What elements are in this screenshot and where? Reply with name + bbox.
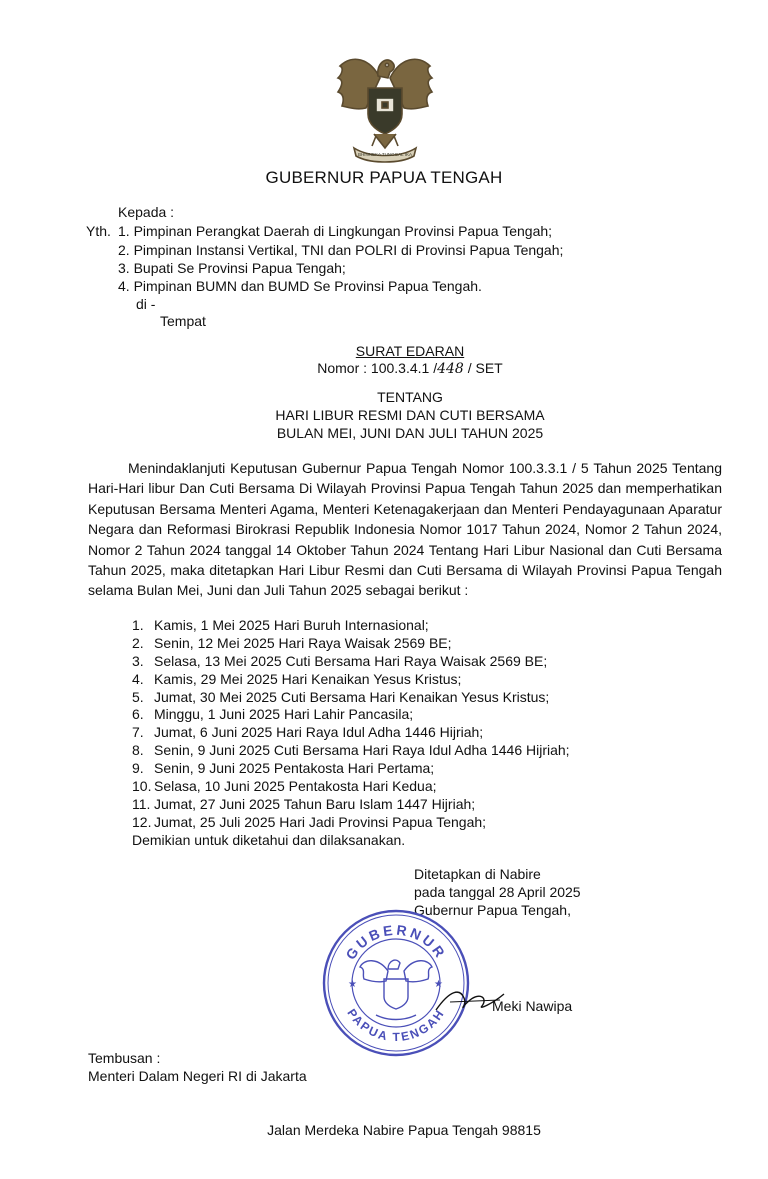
letter-number <box>0 360 768 377</box>
list-item: 12. Jumat, 25 Juli 2025 Hari Jadi Provinsi Papua Tengah; <box>132 813 487 830</box>
signature-position: Gubernur Papua Tengah, <box>414 902 571 918</box>
list-item: 10. Selasa, 10 Juni 2025 Pentakosta Hari Kedua; <box>132 778 437 795</box>
about-label: TENTANG <box>377 389 443 405</box>
list-item: 3. Selasa, 13 Mei 2025 Cuti Bersama Hari Raya Waisak 2569 BE; <box>132 652 548 669</box>
footer-address: Jalan Merdeka Nabire Papua Tengah 98815 <box>267 1122 541 1138</box>
svg-text:BHINNEKA TUNGGAL IKA: BHINNEKA TUNGGAL IKA <box>357 152 413 157</box>
letter-type: SURAT EDARAN <box>355 343 465 359</box>
tempat-label: Tempat <box>160 313 206 329</box>
number-prefix: Nomor : 100.3.4.1 / <box>317 360 438 376</box>
kepada-label: Kepada : <box>118 204 175 220</box>
stamp-star-icon: ★ <box>434 979 443 990</box>
stamp-garuda-icon <box>360 960 432 1019</box>
list-item: 8. Senin, 9 Juni 2025 Cuti Bersama Hari Raya Idul Adha 1446 Hijriah; <box>132 742 570 759</box>
stamp-top-text: GUBERNUR <box>342 921 450 963</box>
holiday-list <box>132 617 570 850</box>
list-item: 4. Kamis, 29 Mei 2025 Hari Kenaikan Yesus Kristus; <box>132 670 462 687</box>
svg-text:GUBERNUR <box>342 922 449 963</box>
list-item: 2. Senin, 12 Mei 2025 Hari Raya Waisak 2569 BE; <box>132 634 452 651</box>
copy-recipient: Menteri Dalam Negeri RI di Jakarta <box>88 1068 307 1084</box>
yth-label: Yth. <box>86 223 111 239</box>
subject-line-1: HARI LIBUR RESMI DAN CUTI BERSAMA <box>275 407 545 423</box>
copy-label: Tembusan : <box>88 1050 161 1066</box>
addressee-item: 4. Pimpinan BUMN dan BUMD Se Provinsi Papua Tengah. <box>118 278 482 294</box>
closing-text: Demikian untuk diketahui dan dilaksanakan. <box>132 831 406 848</box>
subject-line-2: BULAN MEI, JUNI DAN JULI TAHUN 2025 <box>276 425 544 441</box>
signature-date: pada tanggal 28 April 2025 <box>414 884 581 900</box>
body-paragraph <box>88 458 722 601</box>
di-label: di - <box>136 296 156 312</box>
signatory-name: Meki Nawipa <box>492 998 573 1014</box>
signature-place: Ditetapkan di Nabire <box>414 866 541 882</box>
stamp-bottom-text: PAPUA TENGAH <box>344 1006 448 1045</box>
number-suffix: / SET <box>467 360 503 376</box>
number-handwritten: 448 <box>437 361 464 377</box>
list-item: 1. Kamis, 1 Mei 2025 Hari Buruh Internasional; <box>132 617 429 633</box>
list-item: 9. Senin, 9 Juni 2025 Pentakosta Hari Pertama; <box>132 760 435 777</box>
addressee-item: 3. Bupati Se Provinsi Papua Tengah; <box>118 260 346 276</box>
list-item: 5. Jumat, 30 Mei 2025 Cuti Bersama Hari Kenaikan Yesus Kristus; <box>132 688 550 705</box>
body-paragraph-text: Menindaklanjuti Keputusan Gubernur Papua Tengah Nomor 100.3.3.1 / 5 Tahun 2025 Tentang Hari-Hari libur Dan Cuti Bersama Di Wilayah Provinsi Papua Tengah Tahun 2025 dan memperhatikan Keputusan Bersama Menteri Agama, Menteri Ketenagakerjaan dan Menteri Pendayagunaan Aparatur Negara dan Reformasi Birokrasi Republik Indonesia Nomor 1017 Tahun 2024, Nomor 2 Tahun 2024, Nomor 2 Tahun 2024 tanggal 14 Oktober Tahun 2024 Tentang Hari Libur Nasional dan Cuti Bersama Tahun 2025, maka ditetapkan Hari Libur Resmi dan Cuti Bersama di Wilayah Provinsi Papua Tengah selama Bulan Mei, Juni dan Juli Tahun 2025 sebagai berikut : <box>88 460 722 599</box>
list-item: 7. Jumat, 6 Juni 2025 Hari Raya Idul Adha 1446 Hijriah; <box>132 724 484 741</box>
addressee-item: 2. Pimpinan Instansi Vertikal, TNI dan POLRI di Provinsi Papua Tengah; <box>118 242 564 258</box>
list-item: 11. Jumat, 27 Juni 2025 Tahun Baru Islam 1447 Hijriah; <box>132 795 476 812</box>
garuda-emblem-icon <box>330 48 440 166</box>
page-title: GUBERNUR PAPUA TENGAH <box>265 168 503 187</box>
list-item: 6. Minggu, 1 Juni 2025 Hari Lahir Pancasila; <box>132 706 414 723</box>
addressee-item: 1. Pimpinan Perangkat Daerah di Lingkungan Provinsi Papua Tengah; <box>118 223 553 239</box>
stamp-star-icon: ★ <box>348 979 357 990</box>
